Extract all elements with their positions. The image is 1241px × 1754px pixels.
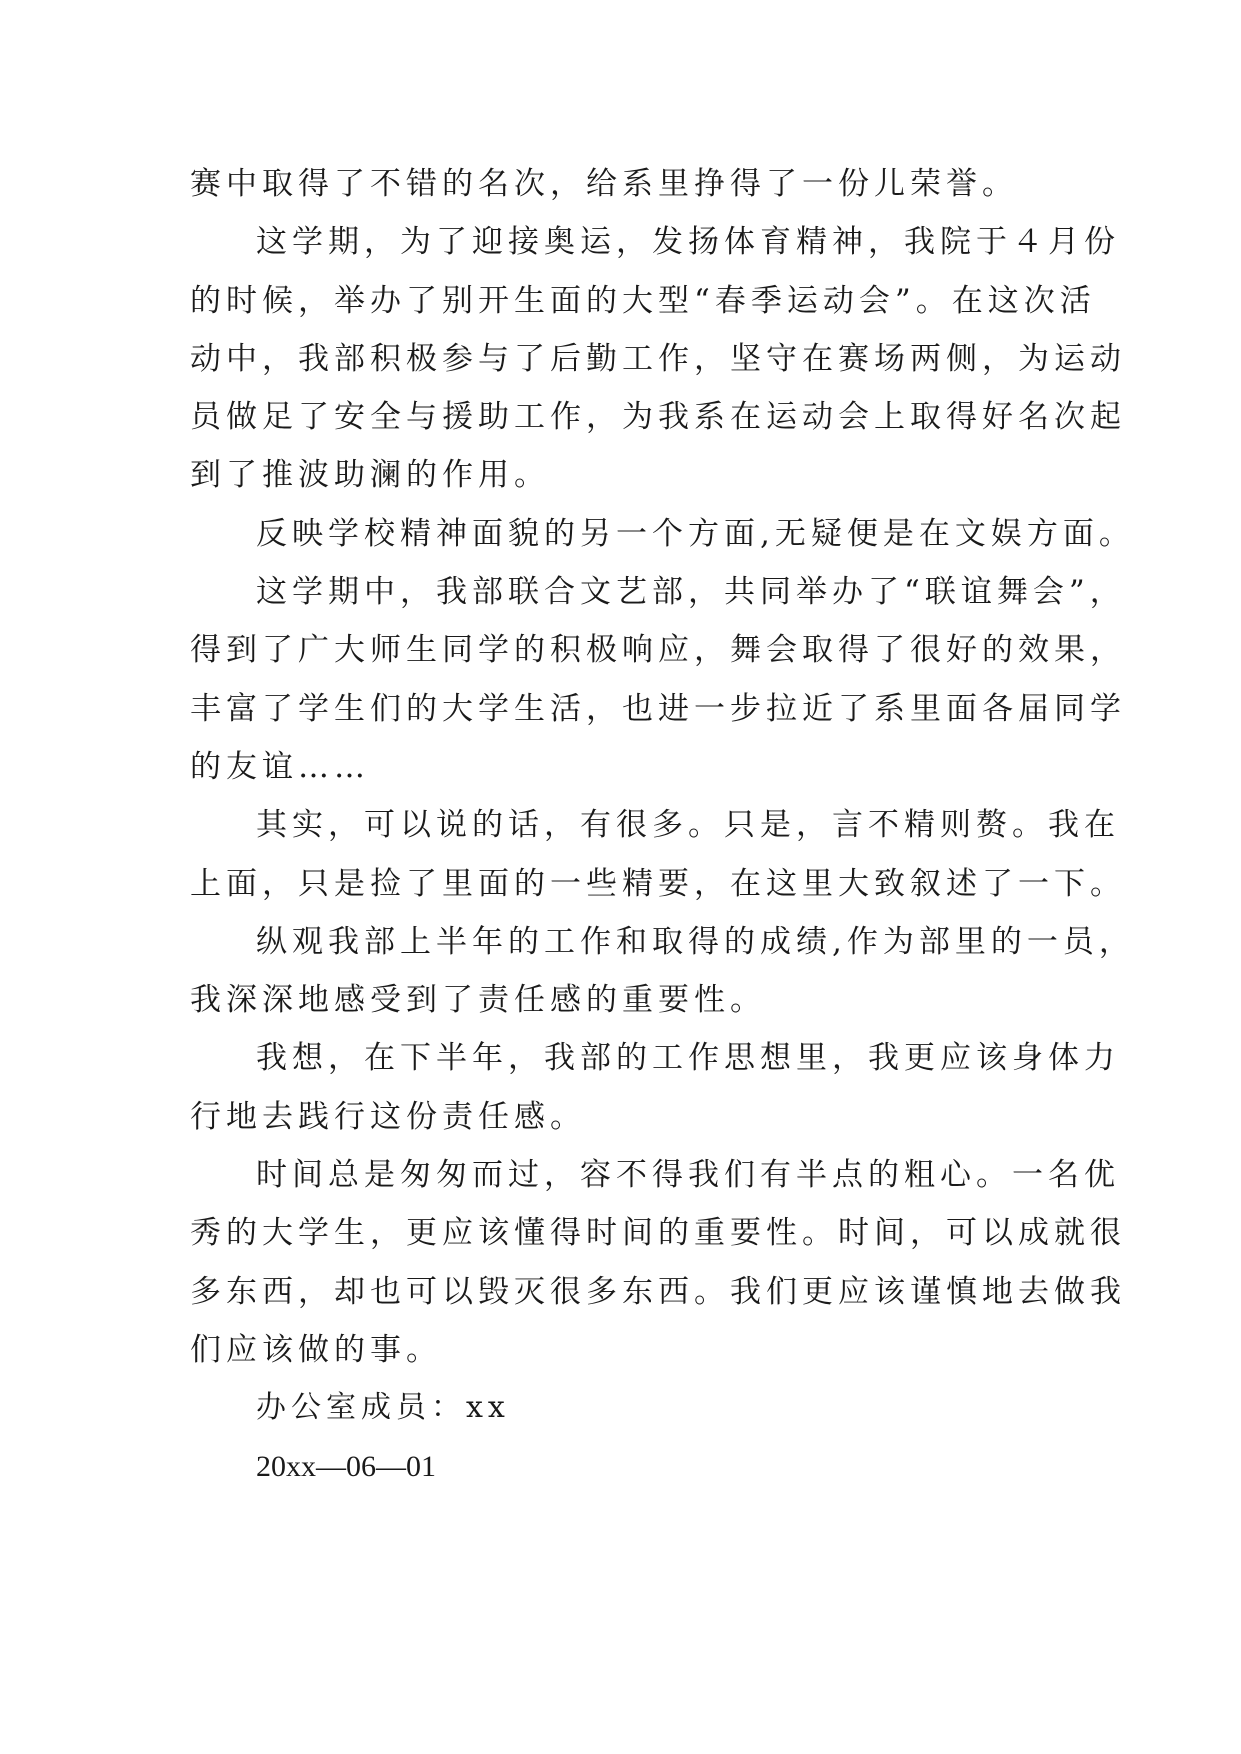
text-line: 赛中取得了不错的名次，给系里挣得了一份儿荣誉。 [190,166,1018,202]
text-line: 行地去践行这份责任感。 [190,1098,586,1135]
text-line: 反映学校精神面貌的另一个方面,无疑便是在文娱方面。 [256,515,1135,552]
text-line: 其实，可以说的话，有很多。只是，言不精则赘。我在 [256,807,1120,844]
text-line: 上面，只是捡了里面的一些精要，在这里大致叙述了一下。 [190,865,1126,902]
text-line: 纵观我部上半年的工作和取得的成绩,作为部里的一员， [256,923,1135,960]
signature: 办公室成员：xx [256,1390,510,1426]
text-line: 秀的大学生，更应该懂得时间的重要性。时间，可以成就很 [190,1215,1126,1252]
text-line: 们应该做的事。 [190,1331,442,1368]
text-line: 丰富了学生们的大学生活，也进一步拉近了系里面各届同学 [190,690,1126,727]
text-line: 的时候，举办了别开生面的大型“春季运动会”。在这次活 [190,282,1096,319]
text-line: 这学期中，我部联合文艺部，共同举办了“联谊舞会”， [256,574,1126,611]
text-line: 动中，我部积极参与了后勤工作，坚守在赛场两侧，为运动 [190,340,1126,377]
text-line: 时间总是匆匆而过，容不得我们有半点的粗心。一名优 [256,1157,1120,1194]
document-date: 20xx—06—01 [256,1449,436,1483]
text-line: 多东西，却也可以毁灭很多东西。我们更应该谨慎地去做我 [190,1273,1126,1310]
text-line: 我深深地感受到了责任感的重要性。 [190,982,766,1019]
text-line: 到了推波助澜的作用。 [190,457,550,494]
text-line: 我想，在下半年，我部的工作思想里，我更应该身体力 [256,1040,1120,1077]
text-line: 得到了广大师生同学的积极响应，舞会取得了很好的效果， [190,632,1126,669]
text-line: 的友谊…… [190,748,370,785]
text-line: 员做足了安全与援助工作，为我系在运动会上取得好名次起 [190,399,1126,436]
text-line: 这学期，为了迎接奥运，发扬体育精神，我院于４月份 [256,224,1120,261]
document-body [190,155,1135,1496]
